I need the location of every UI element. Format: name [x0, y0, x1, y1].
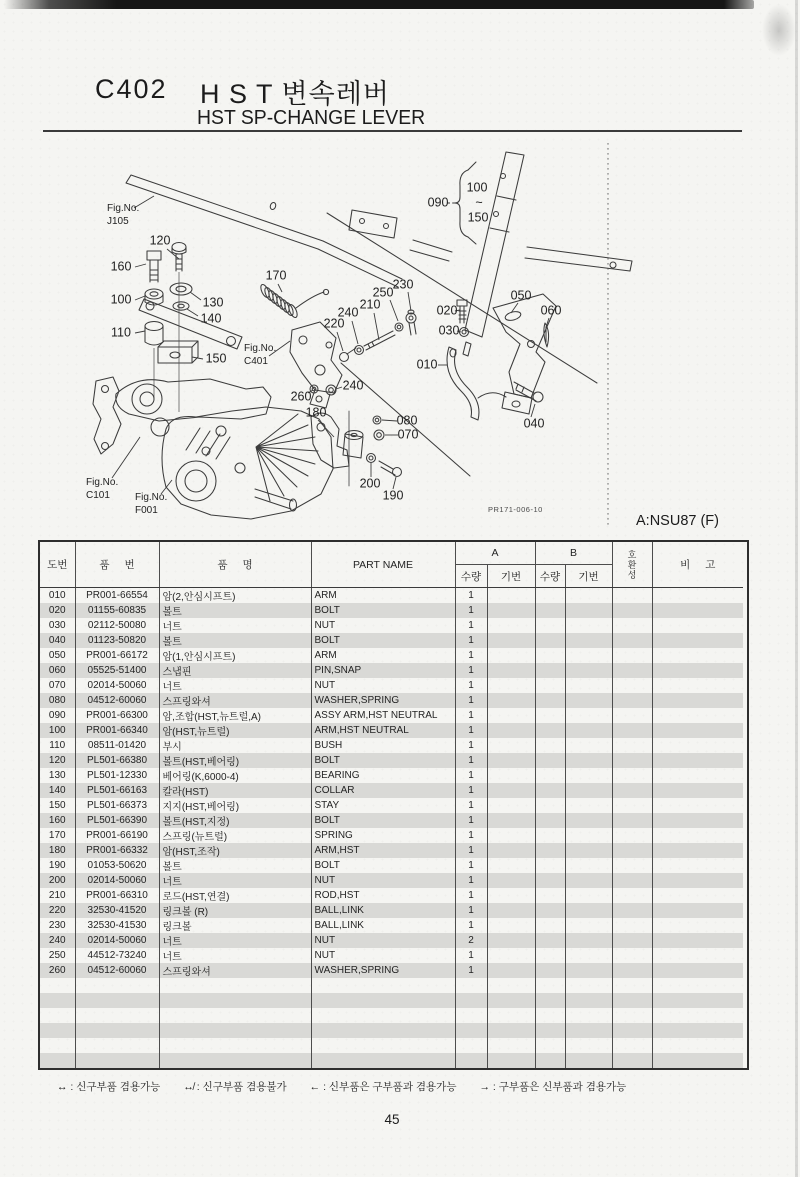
drawing-reference-number: PR171-006-10 [488, 505, 543, 514]
callout-label: 130 [202, 295, 224, 310]
figref-label: F001 [135, 505, 158, 516]
callout-label: 180 [305, 405, 327, 420]
callout-label: 060 [540, 303, 562, 318]
header-col-a: A [455, 542, 535, 565]
table-row: 130 PL501-12330 베어링(K,6000-4) BEARING 1 [40, 768, 743, 783]
table-row: 010 PR001-66554 암(2,안심시프트) ARM 1 [40, 588, 743, 604]
table-row-empty [40, 1023, 743, 1038]
figref-label: Fig.No. [107, 203, 140, 214]
header-compat: 호환성 [612, 542, 652, 588]
legend-item: → : 구부품은 신부품과 겸용가능 [479, 1081, 627, 1093]
figref-label: Fig.No. [135, 492, 168, 503]
header-serial-b: 기번 [565, 565, 612, 588]
callout-label: 150 [467, 210, 489, 225]
compatibility-legend [57, 1079, 757, 1094]
figref-label: C401 [244, 356, 268, 367]
table-row: 220 32530-41520 링크볼 (R) BALL,LINK 1 [40, 903, 743, 918]
callout-leader [135, 331, 145, 333]
frame-artwork [126, 152, 632, 398]
table-row: 210 PR001-66310 로드(HST,연결) ROD,HST 1 [40, 888, 743, 903]
callout-leader [318, 420, 334, 437]
model-variant-note: A:NSU87 (F) [636, 513, 719, 529]
callout-leader [531, 404, 535, 417]
table-row-empty [40, 978, 743, 993]
callout-label: 030 [438, 323, 460, 338]
legend-item: ← : 신부품은 구부품과 겸용가능 [309, 1081, 457, 1093]
header-qty-b: 수량 [535, 565, 565, 588]
callout-leader [187, 309, 198, 316]
page-title-english: HST SP-CHANGE LEVER [197, 107, 426, 129]
callout-leader [337, 332, 343, 351]
header-part-no: 품 번 [75, 542, 159, 588]
callout-label: 040 [523, 416, 545, 431]
callout-leader [390, 300, 398, 321]
figref-leader [112, 437, 140, 478]
callout-leader [374, 313, 379, 340]
header-qty-a: 수량 [455, 565, 487, 588]
header-col-b: B [535, 542, 612, 565]
table-row: 160 PL501-66390 볼트(HST,지정) BOLT 1 [40, 813, 743, 828]
callout-label: 210 [359, 297, 381, 312]
table-row: 180 PR001-66332 암(HST,조작) ARM,HST 1 [40, 843, 743, 858]
page-number: 45 [384, 1112, 400, 1127]
table-row: 150 PL501-66373 지지(HST,베어링) STAY 1 [40, 798, 743, 813]
header-remarks: 비 고 [652, 542, 743, 588]
table-row: 070 02014-50060 너트 NUT 1 [40, 678, 743, 693]
spring-artwork [259, 283, 328, 318]
group-brace-090 [455, 162, 476, 244]
callout-label: 110 [111, 325, 131, 340]
callout-leader [393, 477, 396, 489]
table-row: 020 01155-60835 볼트 BOLT 1 [40, 603, 743, 618]
figref-label: C101 [86, 490, 110, 501]
table-row: 090 PR001-66300 암,조합(HST,뉴트럴,A) ASSY ARM,HST NEUTRAL 1 [40, 708, 743, 723]
callout-label: 160 [110, 259, 132, 274]
header-ref: 도번 [40, 542, 75, 588]
callout-label: ~ [475, 195, 483, 210]
callout-label: 050 [510, 288, 532, 303]
table-header [40, 542, 743, 588]
figref-label: Fig.No. [244, 343, 277, 354]
callout-leader [190, 292, 201, 300]
section-code: C402 [95, 74, 168, 104]
table-row: 260 04512-60060 스프링와셔 WASHER,SPRING 1 [40, 963, 743, 978]
table-row: 120 PL501-66380 볼트(HST,베어링) BOLT 1 [40, 753, 743, 768]
table-row: 100 PR001-66340 암(HST,뉴트럴) ARM,HST NEUTRAL 1 [40, 723, 743, 738]
table-row-empty [40, 1038, 743, 1053]
callout-label: 010 [416, 357, 438, 372]
legend-item: ↮ : 신구부품 겸용불가 [183, 1081, 287, 1093]
figref-layer [86, 196, 290, 516]
callout-label: 170 [265, 268, 287, 283]
callout-label: 220 [323, 316, 345, 331]
callout-label: 240 [342, 378, 364, 393]
callout-label: 120 [149, 233, 171, 248]
header-name-ko: 품 명 [159, 542, 311, 588]
callout-label: 230 [392, 277, 414, 292]
table-row: 140 PL501-66163 칼라(HST) COLLAR 1 [40, 783, 743, 798]
table-row: 190 01053-50620 볼트 BOLT 1 [40, 858, 743, 873]
callout-label: 090 [427, 195, 449, 210]
callout-label: 200 [359, 476, 381, 491]
table-row: 240 02014-50060 너트 NUT 2 [40, 933, 743, 948]
table-row: 050 PR001-66172 암(1,안심시프트) ARM 1 [40, 648, 743, 663]
table-row-empty [40, 993, 743, 1008]
callout-label: 190 [382, 488, 404, 503]
header-part-name: PART NAME [311, 542, 455, 588]
table-row: 170 PR001-66190 스프링(뉴트럴) SPRING 1 [40, 828, 743, 843]
figref-label: J105 [107, 216, 129, 227]
callout-label: 140 [200, 311, 222, 326]
left-parts-artwork [139, 243, 242, 364]
parts-table-body [40, 588, 743, 1069]
table-row: 030 02112-50080 너트 NUT 1 [40, 618, 743, 633]
table-row: 040 01123-50820 볼트 BOLT 1 [40, 633, 743, 648]
neutral-arm-artwork [311, 411, 402, 486]
table-row-empty [40, 1008, 743, 1023]
callout-label: 250 [372, 285, 394, 300]
callout-label: 070 [397, 427, 419, 442]
callout-leader [352, 321, 358, 344]
callout-leader [278, 284, 282, 292]
callout-label: 080 [396, 413, 418, 428]
header-serial-a: 기번 [487, 565, 535, 588]
parts-table [38, 540, 749, 1070]
callout-leader [382, 420, 397, 421]
callout-leader [408, 292, 411, 311]
table-row: 230 32530-41530 링크볼 BALL,LINK 1 [40, 918, 743, 933]
table-row: 200 02014-50060 너트 NUT 1 [40, 873, 743, 888]
callout-leader [135, 264, 146, 267]
figref-label: Fig.No. [86, 477, 119, 488]
callout-label: 260 [290, 389, 312, 404]
callout-label: 240 [337, 305, 359, 320]
callout-label: 150 [205, 351, 227, 366]
table-row: 080 04512-60060 스프링와셔 WASHER,SPRING 1 [40, 693, 743, 708]
table-row: 110 08511-01420 부시 BUSH 1 [40, 738, 743, 753]
table-row: 060 05525-51400 스냅핀 PIN,SNAP 1 [40, 663, 743, 678]
table-row: 250 44512-73240 너트 NUT 1 [40, 948, 743, 963]
callout-label: 100 [466, 180, 488, 195]
callout-label: 100 [110, 292, 132, 307]
page-title-korean: H S T 변속레버 [200, 79, 390, 109]
table-row-empty [40, 1053, 743, 1068]
callout-label: 020 [436, 303, 458, 318]
legend-item: ↔ : 신구부품 겸용가능 [57, 1081, 161, 1093]
